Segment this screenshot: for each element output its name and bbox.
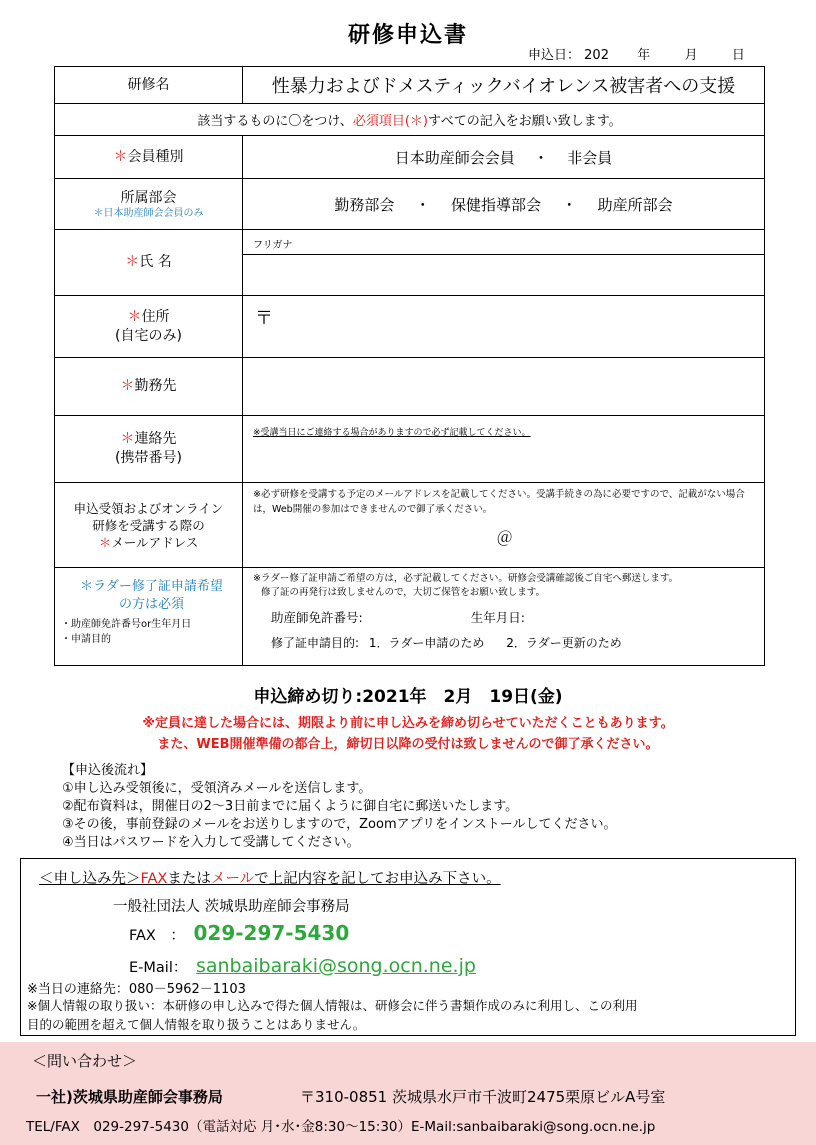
division-option-health[interactable]: 保健指導部会	[450, 195, 541, 214]
instruction-pre: 該当するものに〇をつけ、	[197, 114, 353, 129]
email-label-cell	[55, 483, 243, 568]
division-option-midwifery[interactable]: 助産所部会	[597, 195, 673, 214]
at-mark: ＠	[496, 528, 513, 547]
required-mark: ＊	[120, 378, 135, 394]
instruction-post: すべての記入をお願い致します。	[427, 114, 622, 129]
flow-item: ③その後，事前登録のメールをお送りしますので，Zoomアプリをインストールしてください。	[62, 817, 617, 832]
deadline	[0, 682, 816, 707]
phone-label-cell	[55, 416, 243, 483]
deadline-warning-1: ※定員に達した場合には、期限より前に申し込みを締め切らせていただくこともあります。	[142, 716, 674, 731]
email-label: E-Mail：	[129, 960, 188, 976]
ladder-note-2: 修了証の再発行は致しませんので，大切ご保管をお願い致します。	[261, 587, 546, 598]
ladder-label-cell	[55, 568, 243, 666]
flow-item: ①申し込み受領後に，受領済みメールを送信します。	[62, 781, 372, 796]
instruction-required: 必須項目(＊)	[352, 114, 428, 129]
course-name: 性暴力およびドメスティックバイオレンス被害者への支援	[271, 76, 736, 97]
division-separator-1: ・	[415, 195, 431, 214]
division-options-cell[interactable]	[243, 179, 765, 230]
contact-email[interactable]: sanbaibaraki@song.ocn.ne.jp	[195, 955, 476, 977]
contact-heading-pre: ＜申し込み先＞	[39, 871, 141, 887]
furigana-field[interactable]	[243, 230, 764, 255]
purpose-label: 修了証申請目的:	[271, 636, 360, 650]
email-label-3: メールアドレス	[111, 534, 199, 550]
member-separator: ・	[533, 148, 549, 167]
day-unit: 日	[731, 48, 745, 63]
application-flow	[62, 762, 616, 852]
ladder-note-1: ※ラダー修了証申請ご希望の方は，必ず記載してください。研修会受講確認後ご自宅へ郵送します。	[253, 573, 679, 584]
license-row[interactable]	[253, 608, 758, 626]
ladder-label-2: の方は必須	[118, 597, 184, 612]
date-year[interactable]: 202	[584, 48, 609, 63]
division-note: ＊日本助産師会会員のみ	[93, 207, 204, 219]
inquiry-section	[0, 1042, 816, 1145]
name-field-cell[interactable]	[243, 230, 765, 296]
division-separator-2: ・	[561, 195, 577, 214]
required-mark: ＊	[98, 534, 112, 550]
ladder-item-1: ・助産師免許番号or生年月日	[61, 619, 192, 630]
year-unit: 年	[637, 48, 651, 63]
phone-field[interactable]	[243, 416, 765, 483]
deadline-date: :2021年 2月 19日(金)	[355, 687, 563, 707]
work-label: 勤務先	[134, 378, 177, 394]
inquiry-org: 一社)茨城県助産師会事務局	[36, 1088, 223, 1106]
flow-heading: 【申込後流れ】	[62, 763, 154, 778]
flow-item: ④当日はパスワードを入力して受講してください。	[62, 835, 360, 850]
application-date	[528, 44, 745, 63]
phone-note: ※受講当日にご連絡する場合がありますので必ず記載してください。	[253, 428, 531, 438]
ladder-label-1: ＊ラダー修了証申請希望	[80, 579, 223, 594]
division-label-cell	[55, 179, 243, 230]
email-label-1: 申込受領およびオンライン	[73, 500, 224, 516]
required-mark: ＊	[125, 254, 140, 270]
page-title: 研修申込書	[347, 23, 468, 48]
contact-fax-row	[129, 921, 689, 945]
course-name-cell	[243, 67, 765, 104]
contact-email-row	[129, 955, 689, 977]
contact-heading-post: で上記内容を記してお申込み下さい。	[254, 871, 501, 887]
purpose-option-2[interactable]: 2．ラダー更新のため	[506, 636, 622, 650]
required-mark: ＊	[120, 431, 135, 447]
privacy-2: 目的の範囲を超えて個人情報を取り扱うことはありません。	[27, 1017, 366, 1032]
month-unit: 月	[684, 48, 698, 63]
required-mark: ＊	[127, 308, 142, 325]
purpose-row[interactable]	[253, 634, 758, 651]
postal-mark: 〒	[255, 308, 273, 329]
contact-heading-mid: または	[167, 871, 211, 887]
member-option-regular[interactable]: 日本助産師会会員	[394, 148, 515, 167]
email-note: ※必ず研修を受講する予定のメールアドレスを記載してください。受講手続きの為に必要ですので、記載がない場合は，Web開催の参加はできませんので御了承ください。	[253, 489, 745, 515]
member-options-cell[interactable]	[243, 136, 765, 179]
fax-label: FAX ：	[129, 928, 185, 944]
email-label-2: 研修を受講する際の	[92, 517, 205, 533]
birth-label: 生年月日:	[470, 610, 525, 625]
member-option-non[interactable]: 非会員	[567, 148, 613, 167]
application-form	[54, 66, 765, 666]
required-mark: ＊	[113, 148, 128, 165]
email-field[interactable]	[243, 483, 765, 568]
ladder-field[interactable]	[243, 568, 765, 666]
address-label: 住所	[141, 308, 170, 325]
phone-sub: (携帯番号)	[115, 450, 182, 466]
address-field[interactable]	[243, 296, 765, 358]
name-label-cell	[55, 230, 243, 296]
furigana-label: フリガナ	[253, 240, 293, 251]
name-label: 氏 名	[139, 254, 172, 270]
date-label: 申込日：	[528, 48, 581, 63]
inquiry-heading: ＜問い合わせ＞	[32, 1052, 138, 1070]
contact-org: 一般社団法人 茨城県助産師会事務局	[113, 899, 350, 915]
contact-box	[20, 858, 796, 1036]
address-sub: (自宅のみ)	[115, 327, 182, 344]
course-label-cell	[55, 67, 243, 104]
day-contact: ※当日の連絡先：080－5962－1103	[27, 982, 246, 997]
fax-number: 029-297-5430	[193, 921, 350, 945]
contact-heading-fax: FAX	[140, 871, 168, 887]
contact-heading-mail: メール	[210, 871, 255, 887]
work-label-cell	[55, 358, 243, 416]
flow-item: ②配布資料は，開催日の2～3日前までに届くように御自宅に郵送いたします。	[62, 799, 519, 814]
instruction-cell	[55, 104, 765, 136]
ladder-item-2: ・申請目的	[61, 634, 111, 645]
contact-heading	[39, 867, 501, 888]
address-label-cell	[55, 296, 243, 358]
license-label: 助産師免許番号:	[271, 610, 363, 625]
deadline-warning-2: また、WEB開催準備の都合上，締切日以降の受付は致しませんので御了承ください。	[157, 737, 659, 752]
privacy-1: ※個人情報の取り扱い：本研修の申し込みで得た個人情報は、研修会に伴う書類作成のみに利用し、この利用	[27, 998, 638, 1013]
name-field[interactable]	[243, 255, 764, 295]
phone-label: 連絡先	[134, 431, 177, 447]
inquiry-address: 〒310-0851 茨城県水戸市千波町2475栗原ビルA号室	[300, 1088, 666, 1106]
deadline-label: 申込締め切り	[253, 687, 356, 707]
work-field[interactable]	[243, 358, 765, 416]
inquiry-tel: TEL/FAX 029-297-5430（電話対応 月･水･金8:30～15:30）E-Mail:sanbaibaraki@song.ocn.ne.jp	[26, 1119, 656, 1135]
member-label-cell	[55, 136, 243, 179]
member-label: 会員種別	[127, 148, 184, 165]
division-label: 所属部会	[120, 189, 177, 206]
purpose-option-1[interactable]: 1．ラダー申請のため	[368, 636, 485, 650]
course-label: 研修名	[127, 76, 170, 93]
division-option-work[interactable]: 勤務部会	[334, 195, 395, 214]
